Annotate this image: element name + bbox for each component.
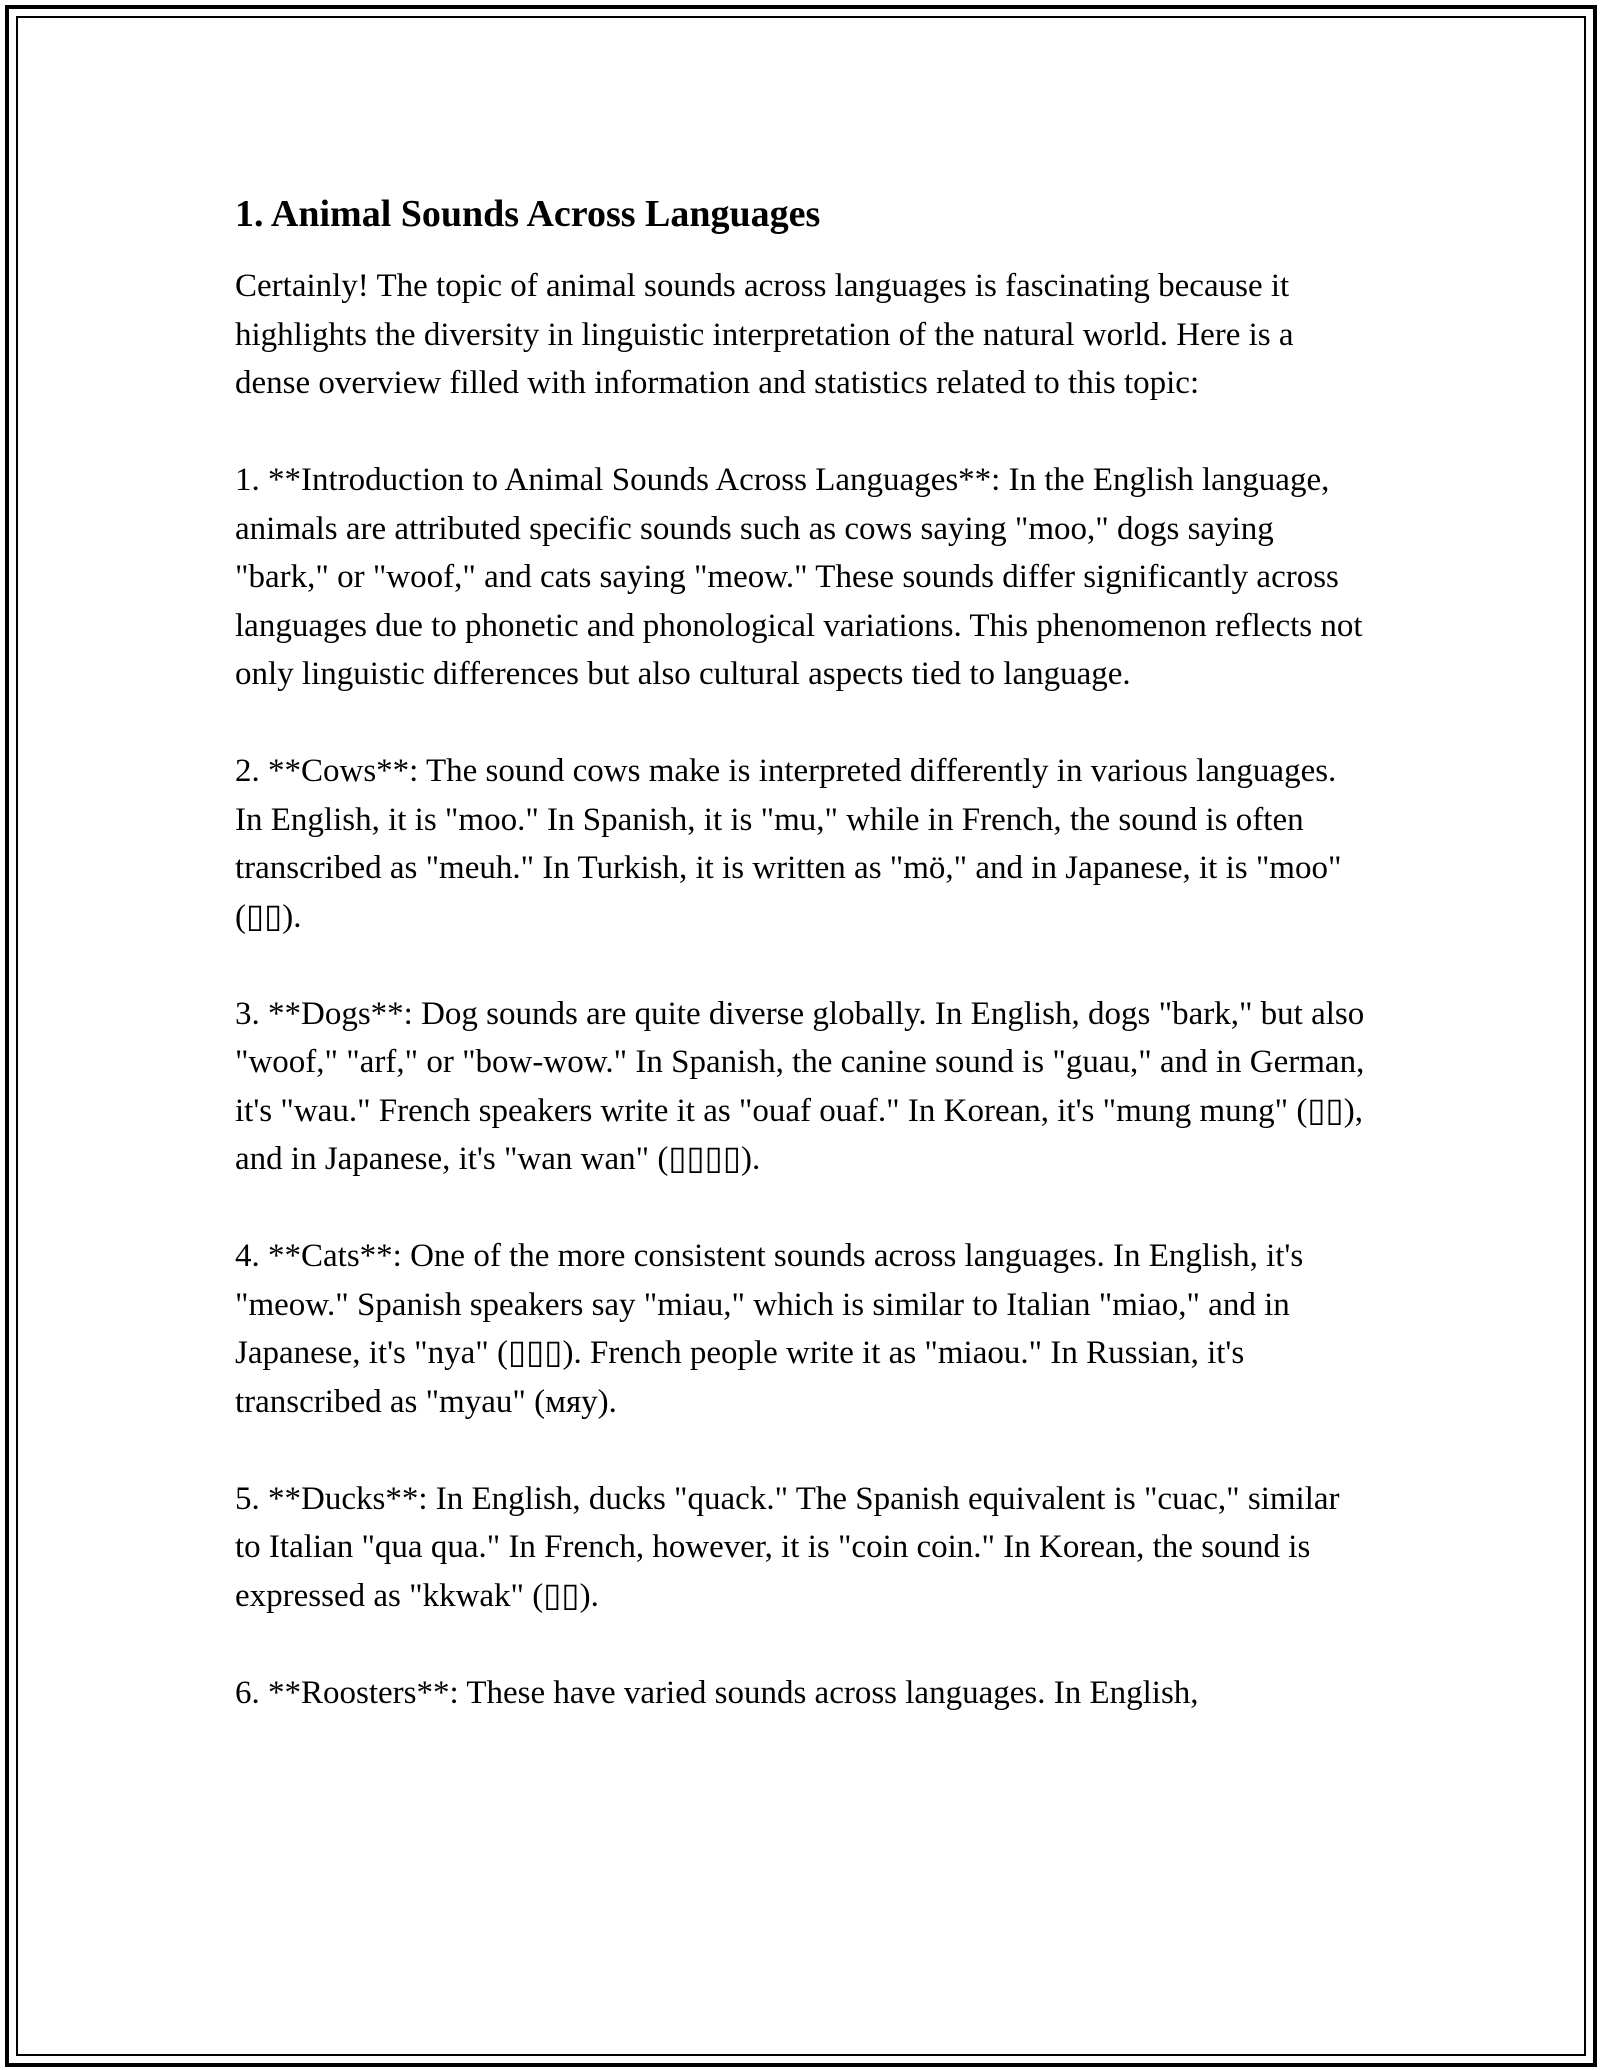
paragraph-dogs: 3. **Dogs**: Dog sounds are quite diverse globally. In English, dogs "bark," but also "woof," "arf," or "bow-wow." In Spanish, the canine sound is "guau," and in German, it's "wau." French speakers write it as "ouaf ouaf." In Korean, it's "mung mung" (▯▯), and in Japanese, it's "wan wan" (▯▯▯▯). [235, 995, 1365, 1177]
paragraph-introduction: 1. **Introduction to Animal Sounds Across Languages**: In the English language, animals are attributed specific sounds such as cows saying "moo," dogs saying "bark," or "woof," and cats saying "meow." These sounds differ significantly across languages due to phonetic and phonological variations. This phenomenon reflects not only linguistic differences but also cultural aspects tied to language. [235, 462, 1363, 692]
paragraph-roosters: 6. **Roosters**: These have varied sounds across languages. In English, [235, 1674, 1199, 1711]
paragraph-intro: Certainly! The topic of animal sounds across languages is fascinating because it highlights the diversity in linguistic interpretation of the natural world. Here is a dense overview filled with information and statistics related to this topic: [235, 268, 1294, 401]
paragraph-ducks: 5. **Ducks**: In English, ducks "quack." The Spanish equivalent is "cuac," similar to Italian "qua qua." In French, however, it is "coin coin." In Korean, the sound is expressed as "kkwak" (▯▯). [235, 1480, 1340, 1614]
document-title: 1. Animal Sounds Across Languages [235, 193, 821, 235]
paragraph-cats: 4. **Cats**: One of the more consistent sounds across languages. In English, it's "meow." Spanish speakers say "miau," which is similar to Italian "miao," and in Japanese, it's "nya" (▯▯▯). French people write it as "miaou." In Russian, it's transcribed as "myau" (мяу). [235, 1238, 1304, 1420]
paragraph-cows: 2. **Cows**: The sound cows make is interpreted differently in various languages. In English, it is "moo." In Spanish, it is "mu," while in French, the sound is often transcribed as "meuh." In Turkish, it is written as "mö," and in Japanese, it is "moo" (▯▯). [235, 753, 1342, 935]
document-body [235, 190, 1370, 1717]
